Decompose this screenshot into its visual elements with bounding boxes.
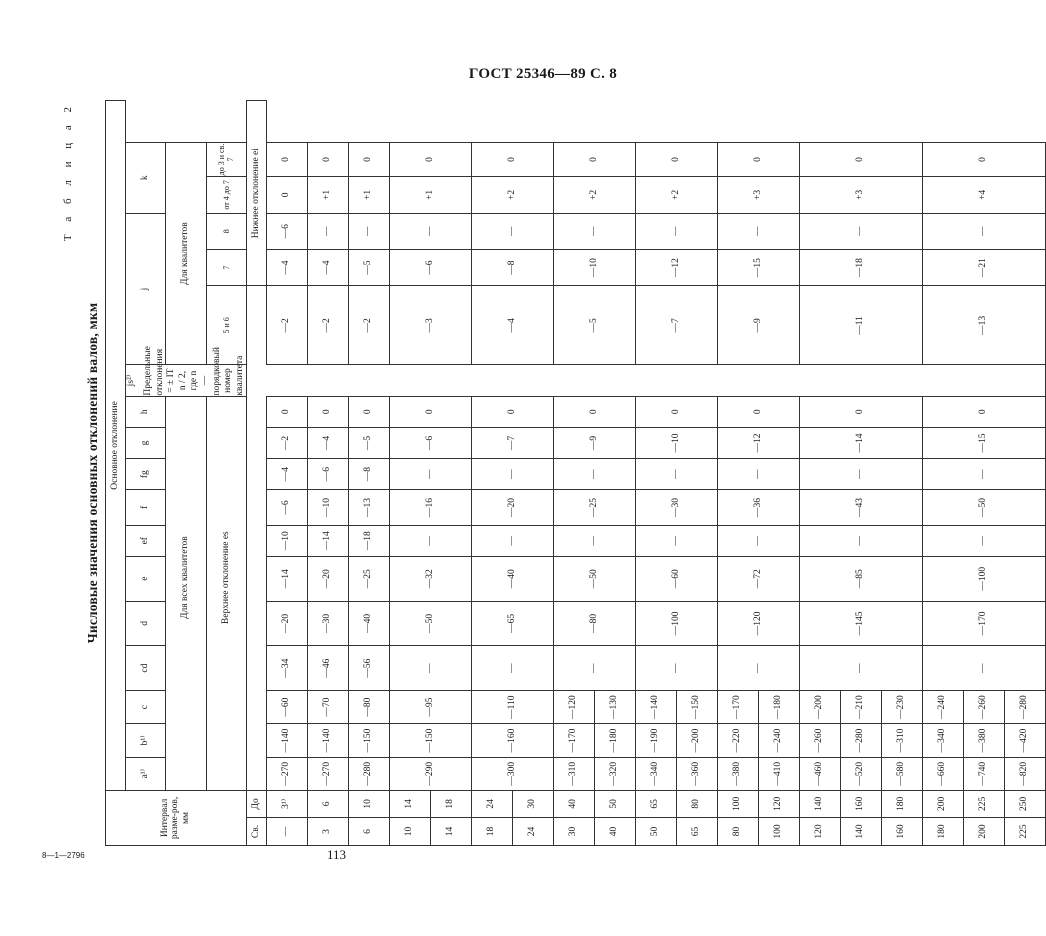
cell-a: —340 xyxy=(635,757,676,790)
cell-f: —16 xyxy=(389,490,471,525)
cell-e: —14 xyxy=(266,556,307,601)
cell-b: —160 xyxy=(471,724,553,757)
cell-cd: — xyxy=(471,646,553,691)
cell-a: —580 xyxy=(881,757,922,790)
cell-j7: —18 xyxy=(799,249,922,285)
cell-sv: 3 xyxy=(307,817,348,845)
col-code-12: j xyxy=(126,213,166,365)
cell-fg: — xyxy=(389,459,471,490)
cell-d: —100 xyxy=(635,601,717,646)
table-row xyxy=(717,101,758,846)
cell-k47: +2 xyxy=(635,177,717,213)
cell-a: —660 xyxy=(922,757,963,790)
cell-j7: —8 xyxy=(471,249,553,285)
cell-cd: —46 xyxy=(307,646,348,691)
cell-h: 0 xyxy=(389,396,471,427)
js-note: Предельные отклонения = ± IT n / 2, где n — порядковый номер квалитета xyxy=(143,346,245,396)
col-code-13: k xyxy=(126,142,166,213)
footer-code: 8—1—2796 xyxy=(42,851,85,860)
cell-j56: —9 xyxy=(717,286,799,365)
document-header: ГОСТ 25346—89 С. 8 xyxy=(468,66,617,82)
cell-f: —20 xyxy=(471,490,553,525)
cell-c: —110 xyxy=(471,691,553,724)
cell-do: 80 xyxy=(676,790,717,817)
cell-f: —36 xyxy=(717,490,799,525)
cell-j7: —15 xyxy=(717,249,799,285)
cell-j56: —5 xyxy=(553,286,635,365)
k-grade-1: до 3 и св. 7 xyxy=(206,142,246,176)
cell-c: —280 xyxy=(1004,691,1045,724)
cell-cd: — xyxy=(717,646,799,691)
cell-cd: —34 xyxy=(266,646,307,691)
cell-b: —310 xyxy=(881,724,922,757)
table-row xyxy=(553,101,594,846)
cell-d: —80 xyxy=(553,601,635,646)
cell-h: 0 xyxy=(553,396,635,427)
cell-g: —2 xyxy=(266,427,307,458)
cell-j7: —21 xyxy=(922,249,1045,285)
cell-a: —270 xyxy=(307,757,348,790)
cell-do: 200 xyxy=(922,790,963,817)
cell-h: 0 xyxy=(471,396,553,427)
interval-header: Интервал разме-ров, мм xyxy=(106,790,247,845)
cell-b: —340 xyxy=(922,724,963,757)
cell-k3: 0 xyxy=(799,142,922,176)
cell-k3: 0 xyxy=(471,142,553,176)
cell-h: 0 xyxy=(266,396,307,427)
for-grades-header: Для квалитетов xyxy=(166,142,206,365)
cell-ef: — xyxy=(471,525,553,556)
cell-c: —230 xyxy=(881,691,922,724)
col-code-10: h xyxy=(126,396,166,427)
cell-b: —380 xyxy=(963,724,1004,757)
cell-h: 0 xyxy=(717,396,799,427)
cell-ef: — xyxy=(553,525,635,556)
table-row xyxy=(471,101,512,846)
cell-fg: — xyxy=(471,459,553,490)
cell-f: —10 xyxy=(307,490,348,525)
cell-a: —520 xyxy=(840,757,881,790)
cell-c: —200 xyxy=(799,691,840,724)
cell-a: —360 xyxy=(676,757,717,790)
cell-b: —420 xyxy=(1004,724,1045,757)
cell-a: —290 xyxy=(389,757,471,790)
cell-ef: — xyxy=(717,525,799,556)
cell-sv: 160 xyxy=(881,817,922,845)
cell-g: —10 xyxy=(635,427,717,458)
cell-h: 0 xyxy=(348,396,389,427)
cell-sv: 18 xyxy=(471,817,512,845)
lower-deviation-header: Нижнее отклонение ei xyxy=(246,101,266,286)
cell-b: —240 xyxy=(758,724,799,757)
cell-e: —40 xyxy=(471,556,553,601)
cell-b: —200 xyxy=(676,724,717,757)
cell-fg: —8 xyxy=(348,459,389,490)
col-from-header: Св. xyxy=(246,817,266,845)
upper-deviation-header: Верхнее отклонение es xyxy=(206,365,246,790)
cell-do: 160 xyxy=(840,790,881,817)
cell-cd: —56 xyxy=(348,646,389,691)
cell-d: —120 xyxy=(717,601,799,646)
cell-a: —460 xyxy=(799,757,840,790)
cell-ef: — xyxy=(635,525,717,556)
cell-j8: —6 xyxy=(266,213,307,249)
table-row xyxy=(266,101,307,846)
cell-j7: —6 xyxy=(389,249,471,285)
cell-c: —60 xyxy=(266,691,307,724)
cell-c: —150 xyxy=(676,691,717,724)
cell-a: —410 xyxy=(758,757,799,790)
cell-k47: +1 xyxy=(348,177,389,213)
cell-k3: 0 xyxy=(717,142,799,176)
cell-d: —170 xyxy=(922,601,1045,646)
table-label: Т а б л и ц а 2 xyxy=(62,102,74,242)
cell-cd: — xyxy=(635,646,717,691)
cell-ef: — xyxy=(922,525,1045,556)
cell-a: —300 xyxy=(471,757,553,790)
cell-ef: — xyxy=(389,525,471,556)
cell-cd: — xyxy=(799,646,922,691)
col-code-1: b¹⁾ xyxy=(126,724,166,757)
cell-b: —260 xyxy=(799,724,840,757)
cell-sv: 10 xyxy=(389,817,430,845)
cell-cd: — xyxy=(389,646,471,691)
table-row xyxy=(389,101,430,846)
deviations-table xyxy=(105,100,1046,846)
cell-k47: +4 xyxy=(922,177,1045,213)
cell-d: —30 xyxy=(307,601,348,646)
cell-j56: —3 xyxy=(389,286,471,365)
cell-sv: 80 xyxy=(717,817,758,845)
cell-c: —240 xyxy=(922,691,963,724)
cell-f: —43 xyxy=(799,490,922,525)
cell-sv: 100 xyxy=(758,817,799,845)
cell-cd: — xyxy=(922,646,1045,691)
cell-c: —260 xyxy=(963,691,1004,724)
cell-b: —180 xyxy=(594,724,635,757)
cell-a: —310 xyxy=(553,757,594,790)
cell-j8: — xyxy=(922,213,1045,249)
cell-k3: 0 xyxy=(635,142,717,176)
cell-b: —280 xyxy=(840,724,881,757)
cell-c: —95 xyxy=(389,691,471,724)
cell-a: —380 xyxy=(717,757,758,790)
cell-e: —100 xyxy=(922,556,1045,601)
cell-j8: — xyxy=(471,213,553,249)
cell-j7: —12 xyxy=(635,249,717,285)
cell-j8: — xyxy=(348,213,389,249)
cell-h: 0 xyxy=(307,396,348,427)
cell-sv: 140 xyxy=(840,817,881,845)
cell-e: —85 xyxy=(799,556,922,601)
cell-c: —120 xyxy=(553,691,594,724)
cell-j8: — xyxy=(799,213,922,249)
cell-j56: —2 xyxy=(266,286,307,365)
cell-ef: — xyxy=(799,525,922,556)
cell-f: —13 xyxy=(348,490,389,525)
cell-do: 120 xyxy=(758,790,799,817)
cell-g: —12 xyxy=(717,427,799,458)
cell-k3: 0 xyxy=(348,142,389,176)
cell-j56: —11 xyxy=(799,286,922,365)
cell-fg: — xyxy=(553,459,635,490)
cell-j56: —2 xyxy=(307,286,348,365)
cell-b: —150 xyxy=(348,724,389,757)
cell-j56: —13 xyxy=(922,286,1045,365)
cell-a: —820 xyxy=(1004,757,1045,790)
cell-k47: +2 xyxy=(553,177,635,213)
cell-k3: 0 xyxy=(922,142,1045,176)
cell-g: —14 xyxy=(799,427,922,458)
cell-f: —25 xyxy=(553,490,635,525)
cell-ef: —14 xyxy=(307,525,348,556)
cell-j7: —5 xyxy=(348,249,389,285)
cell-do: 24 xyxy=(471,790,512,817)
cell-h: 0 xyxy=(922,396,1045,427)
cell-do: 3¹⁾ xyxy=(266,790,307,817)
cell-k47: +2 xyxy=(471,177,553,213)
cell-do: 140 xyxy=(799,790,840,817)
cell-j8: — xyxy=(389,213,471,249)
cell-j56: —7 xyxy=(635,286,717,365)
j-grade-1: 7 xyxy=(206,249,246,285)
cell-j7: —4 xyxy=(307,249,348,285)
k-grade-0: от 4 до 7 xyxy=(206,177,246,213)
cell-b: —170 xyxy=(553,724,594,757)
cell-do: 40 xyxy=(553,790,594,817)
cell-fg: —6 xyxy=(307,459,348,490)
col-code-6: ef xyxy=(126,525,166,556)
cell-b: —150 xyxy=(389,724,471,757)
cell-js-merged xyxy=(266,365,1045,396)
cell-e: —20 xyxy=(307,556,348,601)
table-row xyxy=(307,101,348,846)
cell-f: —6 xyxy=(266,490,307,525)
cell-do: 18 xyxy=(430,790,471,817)
cell-ef: —10 xyxy=(266,525,307,556)
cell-e: —32 xyxy=(389,556,471,601)
cell-do: 6 xyxy=(307,790,348,817)
cell-b: —190 xyxy=(635,724,676,757)
col-code-5: e xyxy=(126,556,166,601)
cell-fg: — xyxy=(635,459,717,490)
table-row xyxy=(922,101,963,846)
cell-j8: — xyxy=(635,213,717,249)
cell-j8: — xyxy=(307,213,348,249)
cell-fg: — xyxy=(922,459,1045,490)
cell-cd: — xyxy=(553,646,635,691)
cell-d: —40 xyxy=(348,601,389,646)
cell-h: 0 xyxy=(799,396,922,427)
cell-g: —4 xyxy=(307,427,348,458)
cell-k47: +1 xyxy=(307,177,348,213)
cell-j7: —10 xyxy=(553,249,635,285)
col-code-7: f xyxy=(126,490,166,525)
cell-c: —70 xyxy=(307,691,348,724)
col-code-3: cd xyxy=(126,646,166,691)
cell-a: —740 xyxy=(963,757,1004,790)
cell-do: 14 xyxy=(389,790,430,817)
cell-fg: —4 xyxy=(266,459,307,490)
main-deviation-header: Основное отклонение xyxy=(106,101,126,791)
cell-sv: — xyxy=(266,817,307,845)
col-code-2: c xyxy=(126,691,166,724)
cell-g: —5 xyxy=(348,427,389,458)
cell-do: 10 xyxy=(348,790,389,817)
cell-a: —280 xyxy=(348,757,389,790)
cell-e: —60 xyxy=(635,556,717,601)
cell-sv: 30 xyxy=(553,817,594,845)
table-row xyxy=(799,101,840,846)
rotated-table-block xyxy=(62,100,1030,846)
cell-sv: 120 xyxy=(799,817,840,845)
cell-k3: 0 xyxy=(266,142,307,176)
cell-do: 250 xyxy=(1004,790,1045,817)
cell-k3: 0 xyxy=(553,142,635,176)
cell-do: 180 xyxy=(881,790,922,817)
cell-a: —320 xyxy=(594,757,635,790)
cell-b: —220 xyxy=(717,724,758,757)
cell-h: 0 xyxy=(635,396,717,427)
cell-k47: +3 xyxy=(799,177,922,213)
cell-sv: 225 xyxy=(1004,817,1045,845)
table-row xyxy=(348,101,389,846)
cell-sv: 40 xyxy=(594,817,635,845)
cell-e: —72 xyxy=(717,556,799,601)
j-grade-0: 5 и 6 xyxy=(206,286,246,365)
cell-g: —9 xyxy=(553,427,635,458)
cell-do: 50 xyxy=(594,790,635,817)
cell-f: —50 xyxy=(922,490,1045,525)
cell-b: —140 xyxy=(307,724,348,757)
cell-sv: 6 xyxy=(348,817,389,845)
cell-fg: — xyxy=(717,459,799,490)
col-to-header: До xyxy=(246,790,266,817)
cell-c: —140 xyxy=(635,691,676,724)
table-row xyxy=(635,101,676,846)
cell-k47: 0 xyxy=(266,177,307,213)
cell-sv: 180 xyxy=(922,817,963,845)
cell-f: —30 xyxy=(635,490,717,525)
col-code-0: a¹⁾ xyxy=(126,757,166,790)
cell-g: —15 xyxy=(922,427,1045,458)
cell-g: —6 xyxy=(389,427,471,458)
cell-do: 30 xyxy=(512,790,553,817)
cell-c: —210 xyxy=(840,691,881,724)
cell-e: —50 xyxy=(553,556,635,601)
cell-a: —270 xyxy=(266,757,307,790)
cell-do: 225 xyxy=(963,790,1004,817)
cell-k47: +3 xyxy=(717,177,799,213)
cell-sv: 65 xyxy=(676,817,717,845)
cell-j7: —4 xyxy=(266,249,307,285)
cell-do: 100 xyxy=(717,790,758,817)
cell-d: —65 xyxy=(471,601,553,646)
cell-sv: 14 xyxy=(430,817,471,845)
cell-sv: 24 xyxy=(512,817,553,845)
cell-k3: 0 xyxy=(307,142,348,176)
page-number: 113 xyxy=(327,847,347,862)
cell-sv: 200 xyxy=(963,817,1004,845)
cell-j8: — xyxy=(717,213,799,249)
col-code-9: g xyxy=(126,427,166,458)
cell-do: 65 xyxy=(635,790,676,817)
cell-g: —7 xyxy=(471,427,553,458)
cell-e: —25 xyxy=(348,556,389,601)
cell-fg: — xyxy=(799,459,922,490)
cell-j56: —2 xyxy=(348,286,389,365)
cell-d: —145 xyxy=(799,601,922,646)
js-code: js²⁾ xyxy=(126,374,136,387)
col-code-4: d xyxy=(126,601,166,646)
cell-sv: 50 xyxy=(635,817,676,845)
cell-k47: +1 xyxy=(389,177,471,213)
cell-j56: —4 xyxy=(471,286,553,365)
cell-c: —80 xyxy=(348,691,389,724)
cell-k3: 0 xyxy=(389,142,471,176)
col-code-8: fg xyxy=(126,459,166,490)
cell-ef: —18 xyxy=(348,525,389,556)
cell-j8: — xyxy=(553,213,635,249)
cell-c: —180 xyxy=(758,691,799,724)
cell-c: —130 xyxy=(594,691,635,724)
table-title: Числовые значения основных отклонений валов, мкм xyxy=(85,302,100,644)
for-all-grades-header: Для всех квалитетов xyxy=(166,365,206,790)
cell-b: —140 xyxy=(266,724,307,757)
cell-c: —170 xyxy=(717,691,758,724)
cell-d: —50 xyxy=(389,601,471,646)
j-grade-2: 8 xyxy=(206,213,246,249)
cell-d: —20 xyxy=(266,601,307,646)
